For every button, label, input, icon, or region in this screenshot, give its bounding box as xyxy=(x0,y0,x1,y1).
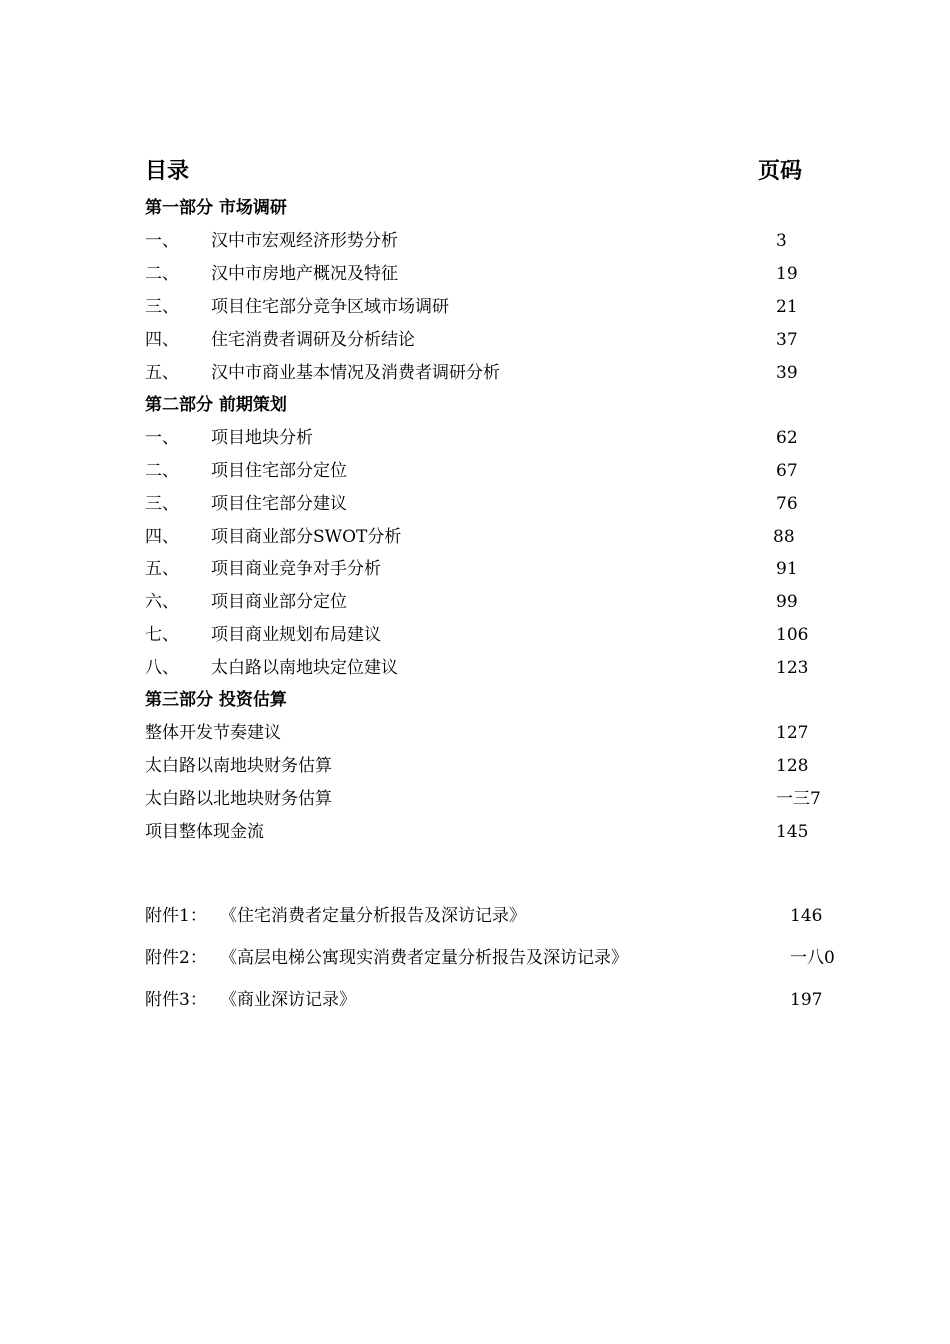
appendix-entry[interactable] xyxy=(0,903,950,929)
toc-entry-page: 3 xyxy=(776,231,787,251)
contents-heading: 目录 xyxy=(145,159,190,184)
section-title-part1: 第一部分 市场调研 xyxy=(145,198,287,218)
appendix-label: 附件2： xyxy=(145,948,207,968)
toc-entry-number: 三、 xyxy=(145,297,179,317)
toc-entry-title: 项目商业规划布局建议 xyxy=(211,625,381,645)
appendix-title: 《住宅消费者定量分析报告及深访记录》 xyxy=(220,906,526,926)
toc-entry-page: 99 xyxy=(776,592,798,612)
appendix-label: 附件1： xyxy=(145,906,207,926)
toc-entry[interactable] xyxy=(0,360,950,386)
toc-entry-title: 汉中市宏观经济形势分析 xyxy=(211,231,398,251)
toc-entry[interactable] xyxy=(0,589,950,615)
toc-entry-title: 汉中市房地产概况及特征 xyxy=(211,264,398,284)
toc-entry[interactable] xyxy=(0,228,950,254)
toc-entry-page: 88 xyxy=(773,527,795,547)
toc-entry[interactable] xyxy=(0,458,950,484)
toc-entry-title: 项目商业部分定位 xyxy=(211,592,347,612)
toc-entry[interactable] xyxy=(0,720,950,746)
toc-entry-page: 106 xyxy=(776,625,809,645)
toc-entry[interactable] xyxy=(0,655,950,681)
toc-entry-number: 二、 xyxy=(145,264,179,284)
toc-entry[interactable] xyxy=(0,819,950,845)
appendix-label: 附件3： xyxy=(145,990,207,1010)
appendix-title: 《高层电梯公寓现实消费者定量分析报告及深访记录》 xyxy=(220,948,628,968)
toc-entry[interactable] xyxy=(0,524,950,550)
section-title-part3: 第三部分 投资估算 xyxy=(145,690,287,710)
toc-entry-page: 39 xyxy=(776,363,798,383)
toc-entry[interactable] xyxy=(0,294,950,320)
toc-entry-page: 67 xyxy=(776,461,798,481)
toc-entry-number: 五、 xyxy=(145,363,179,383)
toc-entry-number: 七、 xyxy=(145,625,179,645)
toc-entry-number: 八、 xyxy=(145,658,179,678)
toc-entry-page: 128 xyxy=(776,756,809,776)
appendix-title: 《商业深访记录》 xyxy=(220,990,356,1010)
toc-entry-number: 四、 xyxy=(145,527,179,547)
appendix-page: 197 xyxy=(790,990,823,1010)
toc-entry-title: 太白路以南地块定位建议 xyxy=(211,658,398,678)
appendix-page: 一八0 xyxy=(790,948,835,968)
toc-entry-page: 145 xyxy=(776,822,809,842)
toc-entry-page: 123 xyxy=(776,658,809,678)
toc-entry-number: 一、 xyxy=(145,231,179,251)
toc-entry-number: 四、 xyxy=(145,330,179,350)
toc-entry[interactable] xyxy=(0,786,950,812)
toc-entry-page: 21 xyxy=(776,297,798,317)
appendix-entry[interactable] xyxy=(0,987,950,1013)
toc-entry-number: 五、 xyxy=(145,559,179,579)
toc-entry-title: 太白路以北地块财务估算 xyxy=(145,789,332,809)
toc-entry-number: 二、 xyxy=(145,461,179,481)
toc-entry-title: 太白路以南地块财务估算 xyxy=(145,756,332,776)
toc-entry-title: 整体开发节奏建议 xyxy=(145,723,281,743)
toc-entry-page: 76 xyxy=(776,494,798,514)
toc-entry-title: 项目整体现金流 xyxy=(145,822,264,842)
toc-entry[interactable] xyxy=(0,753,950,779)
page-number-heading: 页码 xyxy=(758,159,803,184)
toc-entry[interactable] xyxy=(0,327,950,353)
toc-entry[interactable] xyxy=(0,556,950,582)
toc-entry[interactable] xyxy=(0,622,950,648)
toc-entry-number: 一、 xyxy=(145,428,179,448)
toc-entry[interactable] xyxy=(0,491,950,517)
toc-entry-title: 项目住宅部分竞争区域市场调研 xyxy=(211,297,449,317)
toc-entry-title: 项目商业竞争对手分析 xyxy=(211,559,381,579)
toc-entry-page: 19 xyxy=(776,264,798,284)
toc-entry-page: 127 xyxy=(776,723,809,743)
toc-entry-page: 62 xyxy=(776,428,798,448)
appendix-entry[interactable] xyxy=(0,945,950,971)
toc-entry-page: 91 xyxy=(776,559,798,579)
toc-entry[interactable] xyxy=(0,261,950,287)
toc-entry-number: 六、 xyxy=(145,592,179,612)
appendix-page: 146 xyxy=(790,906,823,926)
section-title-part2: 第二部分 前期策划 xyxy=(145,395,287,415)
toc-entry-number: 三、 xyxy=(145,494,179,514)
toc-entry-page: 37 xyxy=(776,330,798,350)
toc-entry-title: 项目商业部分SWOT分析 xyxy=(211,527,402,547)
toc-entry-title: 住宅消费者调研及分析结论 xyxy=(211,330,415,350)
toc-entry-page: 一三7 xyxy=(776,789,821,809)
toc-entry-title: 项目住宅部分定位 xyxy=(211,461,347,481)
toc-entry-title: 汉中市商业基本情况及消费者调研分析 xyxy=(211,363,500,383)
toc-entry-title: 项目住宅部分建议 xyxy=(211,494,347,514)
toc-entry-title: 项目地块分析 xyxy=(211,428,313,448)
toc-entry[interactable] xyxy=(0,425,950,451)
